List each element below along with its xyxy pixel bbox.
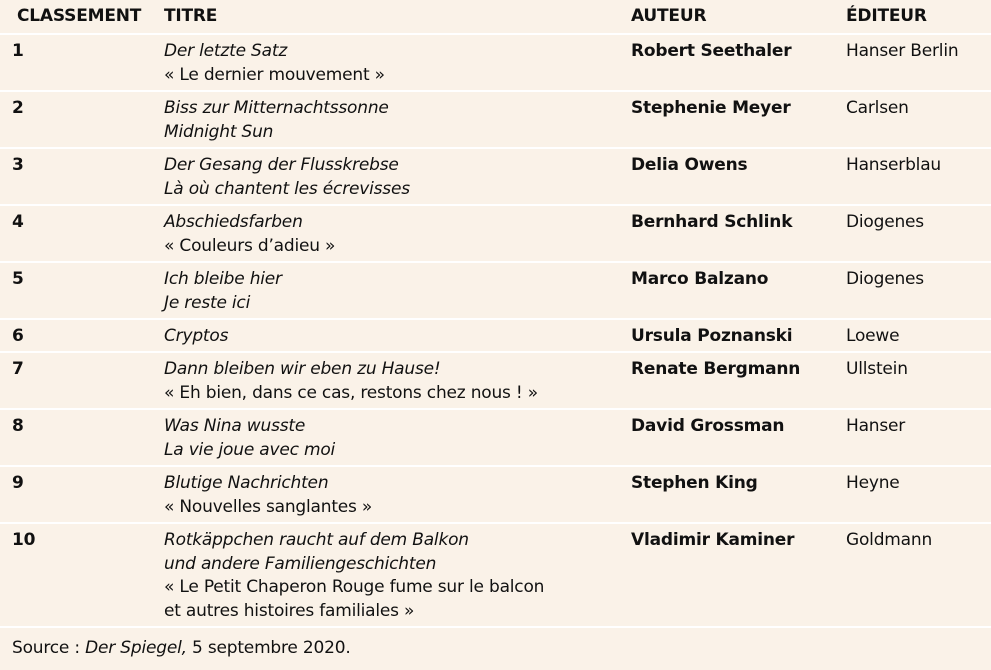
author-cell: Renate Bergmann [631,359,801,379]
title-line: Biss zur Mitternachtssonne [164,98,389,118]
header-rank: CLASSEMENT [17,6,142,26]
table-row [0,35,991,92]
publisher-cell: Loewe [846,326,900,346]
title-cell [164,410,631,462]
title-line: et autres histoires familiales » [164,600,415,621]
rank-cell: 6 [12,326,24,346]
title-cell [164,320,631,349]
author-cell: Stephen King [631,473,758,493]
title-cell [164,92,631,144]
publisher-cell: Goldmann [846,530,933,550]
rank-cell: 8 [12,416,24,436]
publisher-cell: Hanser Berlin [846,41,959,61]
title-cell [164,35,631,87]
author-cell: Marco Balzano [631,269,769,289]
title-line: « Le Petit Chaperon Rouge fume sur le balcon [164,577,545,597]
publisher-cell: Carlsen [846,98,909,118]
author-cell: Stephenie Meyer [631,98,791,118]
publisher-cell: Diogenes [846,269,924,289]
source-date: 5 septembre 2020. [186,638,351,658]
table-row [0,353,991,410]
table-row [0,320,991,353]
title-cell [164,467,631,519]
title-line: Ich bleibe hier [164,269,282,289]
rank-cell: 1 [12,41,24,61]
source-publication: Der Spiegel, [85,638,187,658]
header-publisher: ÉDITEUR [846,6,927,26]
author-cell: Bernhard Schlink [631,212,793,232]
title-line: « Le dernier mouvement » [164,64,385,85]
title-line: Rotkäppchen raucht auf dem Balkon [164,530,469,550]
author-cell: Robert Seethaler [631,41,792,61]
header-title: TITRE [164,6,218,26]
author-cell: David Grossman [631,416,785,436]
table-row [0,92,991,149]
title-cell [164,353,631,405]
title-line: Der letzte Satz [164,41,288,61]
title-line: « Nouvelles sanglantes » [164,496,373,517]
author-cell: Ursula Poznanski [631,326,793,346]
publisher-cell: Ullstein [846,359,908,379]
title-line: « Couleurs d’adieu » [164,235,336,256]
author-cell: Vladimir Kaminer [631,530,795,550]
title-line: La vie joue avec moi [164,439,336,460]
title-line: Cryptos [164,326,229,346]
publisher-cell: Diogenes [846,212,924,232]
table-header [0,0,991,35]
title-line: Dann bleiben wir eben zu Hause! [164,359,441,379]
rank-cell: 2 [12,98,24,118]
title-cell [164,524,631,623]
rank-cell: 5 [12,269,24,289]
title-line: Abschiedsfarben [164,212,303,232]
table-row [0,206,991,263]
title-line: Was Nina wusste [164,416,306,436]
title-line: Midnight Sun [164,121,274,142]
table-row [0,149,991,206]
source-prefix: Source : [12,638,86,658]
title-cell [164,263,631,315]
title-line: Blutige Nachrichten [164,473,329,493]
rank-cell: 3 [12,155,24,175]
publisher-cell: Hanser [846,416,906,436]
table-row [0,263,991,320]
rank-cell: 9 [12,473,24,493]
rank-cell: 10 [12,530,36,550]
title-cell [164,149,631,201]
title-line: Là où chantent les écrevisses [164,178,410,199]
publisher-cell: Heyne [846,473,900,493]
title-line: Der Gesang der Flusskrebse [164,155,399,175]
table-row [0,467,991,524]
publisher-cell: Hanserblau [846,155,941,175]
table-row [0,524,991,628]
author-cell: Delia Owens [631,155,748,175]
source-note [0,628,991,668]
table-body [0,35,991,628]
rank-cell: 7 [12,359,24,379]
rank-cell: 4 [12,212,24,232]
title-line: und andere Familiengeschichten [164,553,437,574]
title-line: « Eh bien, dans ce cas, restons chez nous ! » [164,382,538,403]
title-line: Je reste ici [164,292,251,313]
table-row [0,410,991,467]
title-cell [164,206,631,258]
header-author: AUTEUR [631,6,707,26]
